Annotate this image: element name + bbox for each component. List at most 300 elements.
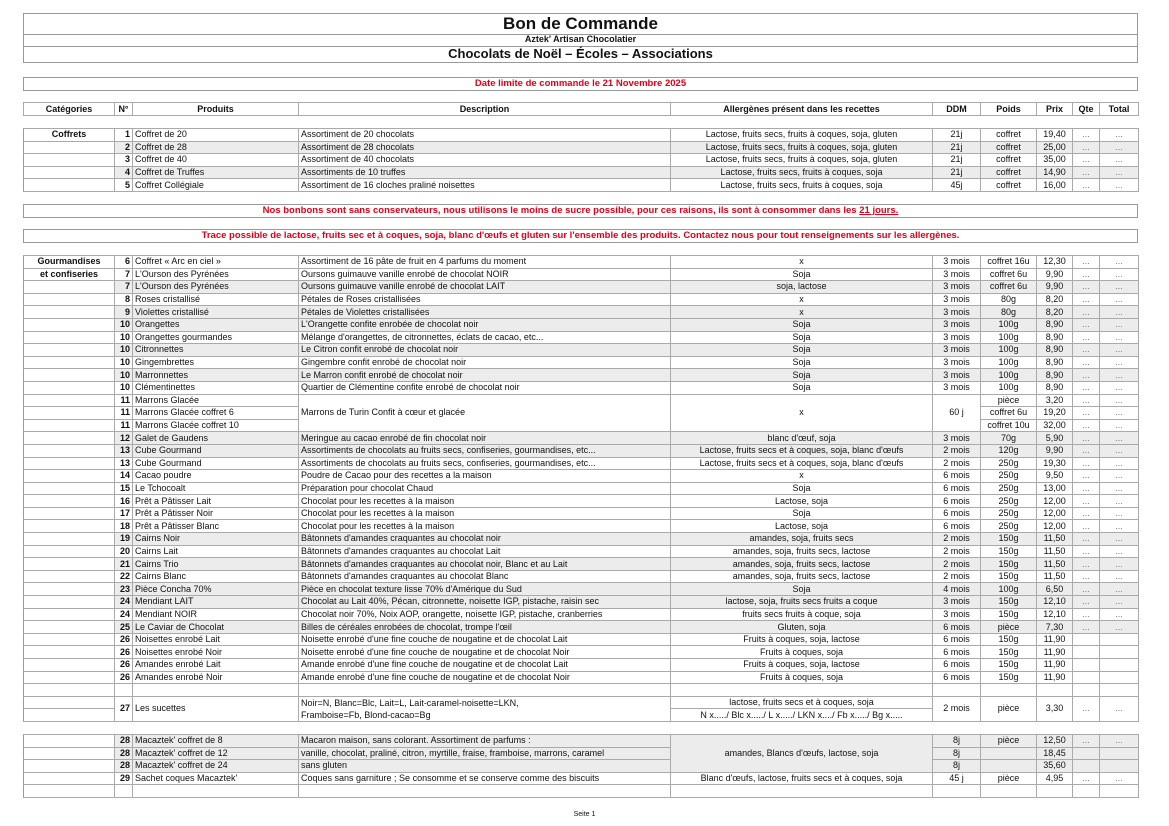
- cell-description: Amande enrobé d'une fine couche de nougatine et de chocolat Noir: [299, 671, 671, 684]
- cell-quantity-field[interactable]: ...: [1073, 558, 1100, 571]
- cell-product-number: 12: [115, 432, 133, 445]
- cell-quantity-field[interactable]: [1073, 747, 1100, 760]
- table-row: [24, 281, 1139, 294]
- cell-allergens: Soja: [671, 507, 933, 520]
- deadline-prefix: Date limite de commande le 21: [474, 78, 614, 89]
- cell-total-field[interactable]: ...: [1100, 154, 1139, 167]
- cell-total-field[interactable]: ...: [1100, 520, 1139, 533]
- header-quantity: Qte: [1073, 103, 1100, 116]
- cell-weight: coffret: [981, 129, 1037, 142]
- cell-best-before: 45j: [933, 179, 981, 192]
- header-ddm: DDM: [933, 103, 981, 116]
- cell-quantity-field[interactable]: ...: [1073, 281, 1100, 294]
- cell-price: 18,45: [1037, 747, 1073, 760]
- cell-description: Meringue au cacao enrobé de fin chocolat noir: [299, 432, 671, 445]
- table-row: [24, 785, 1139, 798]
- cell-best-before: 3 mois: [933, 293, 981, 306]
- cell-total-field[interactable]: ...: [1100, 470, 1139, 483]
- cell-best-before: 3 mois: [933, 281, 981, 294]
- cell-product-number: 10: [115, 331, 133, 344]
- cell-quantity-field[interactable]: ...: [1073, 344, 1100, 357]
- cell-product-number: 5: [115, 179, 133, 192]
- cell-price: 12,10: [1037, 596, 1073, 609]
- cell-weight: coffret: [981, 154, 1037, 167]
- cell-product-name: Le Caviar de Chocolat: [133, 621, 299, 634]
- cell-quantity-field[interactable]: [1073, 684, 1100, 697]
- cell-total-field[interactable]: ...: [1100, 381, 1139, 394]
- cell-product-name: Coffret Collégiale: [133, 179, 299, 192]
- cell-product-name: Cube Gourmand: [133, 457, 299, 470]
- cell-product-number: 17: [115, 507, 133, 520]
- cell-category: [24, 318, 115, 331]
- cell-total-field[interactable]: ...: [1100, 331, 1139, 344]
- cell-weight: [981, 760, 1037, 773]
- cell-total-field[interactable]: ...: [1100, 419, 1139, 432]
- cell-product-number: 6: [115, 256, 133, 269]
- cell-description: Marrons de Turin Confit à cœur et glacée: [299, 394, 671, 432]
- cell-total-field[interactable]: ...: [1100, 129, 1139, 142]
- cell-total-field[interactable]: ...: [1100, 166, 1139, 179]
- header-number: N°: [115, 103, 133, 116]
- cell-best-before: 2 mois: [933, 444, 981, 457]
- cell-allergens: Soja: [671, 583, 933, 596]
- cell-category: [24, 633, 115, 646]
- cell-quantity-field[interactable]: ...: [1073, 432, 1100, 445]
- cell-quantity-field[interactable]: ...: [1073, 419, 1100, 432]
- cell-weight: [981, 747, 1037, 760]
- cell-best-before: 3 mois: [933, 432, 981, 445]
- cell-weight: 100g: [981, 344, 1037, 357]
- cell-category: [24, 570, 115, 583]
- cell-best-before: 3 mois: [933, 331, 981, 344]
- cell-best-before: 8j: [933, 735, 981, 748]
- cell-category: [24, 369, 115, 382]
- cell-product-name: Cairns Trio: [133, 558, 299, 571]
- cell-quantity-field[interactable]: ...: [1073, 735, 1100, 748]
- table-row: [24, 608, 1139, 621]
- cell-quantity-field[interactable]: [1073, 659, 1100, 672]
- cell-category: [24, 659, 115, 672]
- cell-product-name: Les sucettes: [133, 696, 299, 721]
- cell-total-field[interactable]: ...: [1100, 444, 1139, 457]
- cell-quantity-field[interactable]: ...: [1073, 166, 1100, 179]
- cell-weight: 150g: [981, 596, 1037, 609]
- cell-weight: 100g: [981, 381, 1037, 394]
- cell-price: 14,90: [1037, 166, 1073, 179]
- cell-best-before: 6 mois: [933, 659, 981, 672]
- cell-product-name: [133, 785, 299, 798]
- cell-best-before: 3 mois: [933, 344, 981, 357]
- cell-allergens: lactose, soja, fruits secs fruits a coque: [671, 596, 933, 609]
- table-row: [24, 256, 1139, 269]
- cell-description: Assortiments de chocolats au fruits secs, confiseries, gourmandises, etc...: [299, 444, 671, 457]
- cell-quantity-field[interactable]: ...: [1073, 545, 1100, 558]
- cell-quantity-field[interactable]: ...: [1073, 596, 1100, 609]
- cell-total-field[interactable]: ...: [1100, 344, 1139, 357]
- cell-quantity-field[interactable]: ...: [1073, 533, 1100, 546]
- cell-best-before: 2 mois: [933, 558, 981, 571]
- cell-allergens: x: [671, 394, 933, 432]
- cell-category: [24, 419, 115, 432]
- cell-quantity-field[interactable]: ...: [1073, 608, 1100, 621]
- cell-best-before: 2 mois: [933, 545, 981, 558]
- cell-quantity-field[interactable]: ...: [1073, 306, 1100, 319]
- cell-weight: 120g: [981, 444, 1037, 457]
- cell-product-name: Noisettes enrobé Noir: [133, 646, 299, 659]
- cell-total-field[interactable]: ...: [1100, 407, 1139, 420]
- cell-description: Assortiment de 16 cloches praliné noisettes: [299, 179, 671, 192]
- cell-product-name: Orangettes gourmandes: [133, 331, 299, 344]
- cell-total-field[interactable]: ...: [1100, 306, 1139, 319]
- cell-quantity-field[interactable]: ...: [1073, 356, 1100, 369]
- cell-allergens: Lactose, fruits secs, fruits à coques, soja, gluten: [671, 141, 933, 154]
- cell-allergens: Soja: [671, 318, 933, 331]
- cell-weight: 80g: [981, 293, 1037, 306]
- cell-product-name: Prêt a Pâtisser Blanc: [133, 520, 299, 533]
- cell-quantity-field[interactable]: ...: [1073, 154, 1100, 167]
- cell-quantity-field[interactable]: ...: [1073, 457, 1100, 470]
- cell-total-field[interactable]: ...: [1100, 369, 1139, 382]
- cell-product-number: 4: [115, 166, 133, 179]
- cell-allergens: amandes, soja, fruits secs: [671, 533, 933, 546]
- cell-price: 8,90: [1037, 369, 1073, 382]
- cell-best-before: 21j: [933, 154, 981, 167]
- cell-product-number: 28: [115, 735, 133, 748]
- cell-allergens: Fruits à coques, soja: [671, 646, 933, 659]
- cell-description: Assortiments de chocolats au fruits secs, confiseries, gourmandises, etc...: [299, 457, 671, 470]
- cell-total-field[interactable]: ...: [1100, 256, 1139, 269]
- cell-description: Bâtonnets d'amandes craquantes au chocolat Blanc: [299, 570, 671, 583]
- cell-product-name: Macaztek' coffret de 24: [133, 760, 299, 773]
- table-row: [24, 671, 1139, 684]
- cell-allergens: Fruits à coques, soja, lactose: [671, 633, 933, 646]
- cell-allergens: x: [671, 256, 933, 269]
- cell-product-number: 23: [115, 583, 133, 596]
- table-row: [24, 457, 1139, 470]
- header-weight: Poids: [981, 103, 1037, 116]
- cell-price: 4,95: [1037, 772, 1073, 785]
- cell-product-number: 26: [115, 646, 133, 659]
- cell-allergens: lactose, fruits secs et à coques, soja: [671, 696, 933, 709]
- cell-product-number: 7: [115, 281, 133, 294]
- cell-product-name: Cairns Blanc: [133, 570, 299, 583]
- cell-category: [24, 344, 115, 357]
- cell-category: [24, 495, 115, 508]
- cell-total-field[interactable]: ...: [1100, 432, 1139, 445]
- cell-total-field[interactable]: ...: [1100, 507, 1139, 520]
- cell-price: 35,60: [1037, 760, 1073, 773]
- cell-quantity-field[interactable]: ...: [1073, 507, 1100, 520]
- cell-category: [24, 444, 115, 457]
- cell-category: [24, 141, 115, 154]
- header-allergens: Allergènes présent dans les recettes: [671, 103, 933, 116]
- cell-category: [24, 696, 115, 709]
- cell-description: [299, 684, 671, 697]
- cell-category: [24, 583, 115, 596]
- cell-quantity-field[interactable]: ...: [1073, 268, 1100, 281]
- cell-total-field[interactable]: [1100, 633, 1139, 646]
- cell-quantity-field[interactable]: ...: [1073, 381, 1100, 394]
- cell-best-before: 21j: [933, 166, 981, 179]
- cell-weight: coffret: [981, 141, 1037, 154]
- cell-price: 19,30: [1037, 457, 1073, 470]
- cell-category: [24, 154, 115, 167]
- cell-category: [24, 684, 115, 697]
- cell-price: 32,00: [1037, 419, 1073, 432]
- cell-allergens: Lactose, fruits secs, fruits à coques, soja, gluten: [671, 129, 933, 142]
- cell-description: Pièce en chocolat texture lisse 70% d'Amérique du Sud: [299, 583, 671, 596]
- cell-quantity-field[interactable]: ...: [1073, 495, 1100, 508]
- cell-product-name: Coffret de 28: [133, 141, 299, 154]
- cell-weight: 100g: [981, 318, 1037, 331]
- page-number: Seite 1: [573, 811, 596, 818]
- cell-weight: 150g: [981, 659, 1037, 672]
- cell-allergens: Lactose, fruits secs, fruits à coques, soja, gluten: [671, 154, 933, 167]
- cell-price: 6,50: [1037, 583, 1073, 596]
- table-row: [24, 735, 1139, 748]
- cell-allergens: [671, 785, 933, 798]
- cell-price: 12,00: [1037, 507, 1073, 520]
- cell-total-field[interactable]: ...: [1100, 141, 1139, 154]
- table-row: [24, 596, 1139, 609]
- cell-allergens: Lactose, fruits secs, fruits à coques, soja: [671, 166, 933, 179]
- cell-product-name: Orangettes: [133, 318, 299, 331]
- cell-total-field[interactable]: ...: [1100, 482, 1139, 495]
- cell-product-name: Marrons Glacée coffret 6: [133, 407, 299, 420]
- table-row: [24, 507, 1139, 520]
- cell-price: 11,90: [1037, 671, 1073, 684]
- header-total: Total: [1100, 103, 1139, 116]
- cell-description: Quartier de Clémentine confite enrobé de chocolat noir: [299, 381, 671, 394]
- cell-quantity-field[interactable]: ...: [1073, 394, 1100, 407]
- table-row: [24, 293, 1139, 306]
- cell-quantity-field[interactable]: ...: [1073, 570, 1100, 583]
- cell-quantity-field[interactable]: ...: [1073, 331, 1100, 344]
- cell-total-field[interactable]: ...: [1100, 621, 1139, 634]
- cell-category: [24, 166, 115, 179]
- cell-category: [24, 533, 115, 546]
- cell-allergens: Lactose, fruits secs et à coques, soja, blanc d'œufs: [671, 457, 933, 470]
- cell-price: 8,20: [1037, 293, 1073, 306]
- cell-quantity-field[interactable]: ...: [1073, 520, 1100, 533]
- table-row: [24, 166, 1139, 179]
- cell-best-before: 3 mois: [933, 318, 981, 331]
- cell-weight: coffret 16u: [981, 256, 1037, 269]
- cell-best-before: 6 mois: [933, 482, 981, 495]
- cell-weight: 250g: [981, 507, 1037, 520]
- cell-total-field[interactable]: [1100, 760, 1139, 773]
- cell-description: Coques sans garniture ; Se consomme et se conserve comme des biscuits: [299, 772, 671, 785]
- cell-price: 11,50: [1037, 533, 1073, 546]
- cell-total-field[interactable]: ...: [1100, 696, 1139, 721]
- cell-product-name: Coffret de 20: [133, 129, 299, 142]
- cell-price: 11,90: [1037, 646, 1073, 659]
- cell-quantity-field[interactable]: ...: [1073, 141, 1100, 154]
- cell-total-field[interactable]: ...: [1100, 735, 1139, 748]
- cell-weight: 150g: [981, 570, 1037, 583]
- cell-product-name: Citronnettes: [133, 344, 299, 357]
- cell-quantity-field[interactable]: [1073, 646, 1100, 659]
- cell-total-field[interactable]: ...: [1100, 558, 1139, 571]
- cell-product-name: Pièce Concha 70%: [133, 583, 299, 596]
- cell-quantity-field[interactable]: ...: [1073, 369, 1100, 382]
- column-headers: [23, 102, 1139, 116]
- cell-allergens: Gluten, soja: [671, 621, 933, 634]
- cell-total-field[interactable]: [1100, 747, 1139, 760]
- cell-quantity-field[interactable]: ...: [1073, 696, 1100, 721]
- cell-allergens: soja, lactose: [671, 281, 933, 294]
- cell-best-before: 3 mois: [933, 369, 981, 382]
- cell-quantity-field[interactable]: [1073, 633, 1100, 646]
- cell-quantity-field[interactable]: ...: [1073, 621, 1100, 634]
- cell-quantity-field[interactable]: ...: [1073, 179, 1100, 192]
- cell-best-before: 6 mois: [933, 633, 981, 646]
- cell-weight: 150g: [981, 633, 1037, 646]
- cell-total-field[interactable]: ...: [1100, 318, 1139, 331]
- cell-category: [24, 520, 115, 533]
- cell-product-name: Cairns Lait: [133, 545, 299, 558]
- cell-allergens: x: [671, 293, 933, 306]
- cell-best-before: 6 mois: [933, 470, 981, 483]
- cell-description: Assortiment de 40 chocolats: [299, 154, 671, 167]
- cell-price: 12,00: [1037, 520, 1073, 533]
- cell-quantity-field[interactable]: ...: [1073, 407, 1100, 420]
- cell-product-number: 10: [115, 344, 133, 357]
- table-row: [24, 356, 1139, 369]
- cell-category: [24, 293, 115, 306]
- cell-price: 13,00: [1037, 482, 1073, 495]
- cell-product-name: Macaztek' coffret de 12: [133, 747, 299, 760]
- cell-quantity-field[interactable]: ...: [1073, 293, 1100, 306]
- cell-quantity-field[interactable]: ...: [1073, 318, 1100, 331]
- cell-description: Chocolat au Lait 40%, Pécan, citronnette, noisette IGP, pistache, raisin sec: [299, 596, 671, 609]
- cell-description: [299, 785, 671, 798]
- cell-price: 8,90: [1037, 331, 1073, 344]
- cell-quantity-field[interactable]: [1073, 785, 1100, 798]
- cell-product-name: Prêt a Pâtisser Noir: [133, 507, 299, 520]
- cell-product-name: Roses cristallisé: [133, 293, 299, 306]
- cell-quantity-field[interactable]: [1073, 671, 1100, 684]
- cell-product-name: Marrons Glacée coffret 10: [133, 419, 299, 432]
- cell-total-field[interactable]: ...: [1100, 268, 1139, 281]
- cell-best-before: 3 mois: [933, 256, 981, 269]
- cell-quantity-field[interactable]: ...: [1073, 772, 1100, 785]
- cell-product-name: Clémentinettes: [133, 381, 299, 394]
- cell-total-field[interactable]: ...: [1100, 583, 1139, 596]
- cell-total-field[interactable]: [1100, 659, 1139, 672]
- cell-product-number: [115, 785, 133, 798]
- cell-total-field[interactable]: ...: [1100, 533, 1139, 546]
- cell-description: Bâtonnets d'amandes craquantes au chocolat noir: [299, 533, 671, 546]
- cell-price: 8,90: [1037, 318, 1073, 331]
- cell-quantity-field[interactable]: ...: [1073, 583, 1100, 596]
- cell-total-field[interactable]: [1100, 646, 1139, 659]
- cell-product-name: L'Ourson des Pyrénées: [133, 268, 299, 281]
- cell-category: [24, 470, 115, 483]
- cell-category: Coffrets: [24, 129, 115, 142]
- cell-product-name: Gingembrettes: [133, 356, 299, 369]
- cell-total-field[interactable]: [1100, 671, 1139, 684]
- table-row: [24, 633, 1139, 646]
- cell-price: 3,20: [1037, 394, 1073, 407]
- cell-category: [24, 558, 115, 571]
- cell-total-field[interactable]: ...: [1100, 545, 1139, 558]
- cell-quantity-field[interactable]: ...: [1073, 444, 1100, 457]
- cell-product-number: 25: [115, 621, 133, 634]
- cell-quantity-field[interactable]: [1073, 760, 1100, 773]
- cell-product-name: Cacao poudre: [133, 470, 299, 483]
- cell-quantity-field[interactable]: ...: [1073, 129, 1100, 142]
- cell-price: 12,10: [1037, 608, 1073, 621]
- cell-product-name: Marrons Glacée: [133, 394, 299, 407]
- cell-quantity-field[interactable]: ...: [1073, 482, 1100, 495]
- cell-allergens: Lactose, soja: [671, 520, 933, 533]
- cell-description: Poudre de Cacao pour des recettes a la maison: [299, 470, 671, 483]
- cell-price: 3,30: [1037, 696, 1073, 721]
- cell-quantity-field[interactable]: ...: [1073, 256, 1100, 269]
- table-row: [24, 394, 1139, 407]
- deadline-date: Novembre 2025: [615, 78, 687, 89]
- cell-total-field[interactable]: ...: [1100, 356, 1139, 369]
- cell-total-field[interactable]: [1100, 684, 1139, 697]
- cell-price: 7,30: [1037, 621, 1073, 634]
- cell-description: Chocolat pour les recettes à la maison: [299, 520, 671, 533]
- cell-allergens: Soja: [671, 344, 933, 357]
- cell-product-number: 22: [115, 570, 133, 583]
- cell-category: et confiseries: [24, 268, 115, 281]
- cell-total-field[interactable]: [1100, 785, 1139, 798]
- cell-total-field[interactable]: ...: [1100, 596, 1139, 609]
- cell-total-field[interactable]: ...: [1100, 772, 1139, 785]
- cell-category: [24, 381, 115, 394]
- cell-category: [24, 646, 115, 659]
- cell-description: Gingembre confit enrobé de chocolat noir: [299, 356, 671, 369]
- cell-total-field[interactable]: ...: [1100, 570, 1139, 583]
- cell-product-name: Violettes cristallisé: [133, 306, 299, 319]
- cell-total-field[interactable]: ...: [1100, 293, 1139, 306]
- cell-price: 11,50: [1037, 558, 1073, 571]
- bonbons-note-text: Nos bonbons sont sans conservateurs, nous utilisons le moins de sucre possible, pour ces raisons, ils sont à consommer dans les: [262, 205, 860, 216]
- cell-quantity-field[interactable]: ...: [1073, 470, 1100, 483]
- cell-description: Assortiment de 16 pâte de fruit en 4 parfums du moment: [299, 256, 671, 269]
- cell-category: [24, 394, 115, 407]
- cell-total-field[interactable]: ...: [1100, 179, 1139, 192]
- cell-allergens: Soja: [671, 268, 933, 281]
- cell-weight: pièce: [981, 621, 1037, 634]
- cell-best-before: 6 mois: [933, 621, 981, 634]
- cell-product-number: 10: [115, 356, 133, 369]
- cell-allergens: Lactose, soja: [671, 495, 933, 508]
- cell-total-field[interactable]: ...: [1100, 281, 1139, 294]
- cell-description: Préparation pour chocolat Chaud: [299, 482, 671, 495]
- cell-total-field[interactable]: ...: [1100, 394, 1139, 407]
- cell-price: 19,20: [1037, 407, 1073, 420]
- cell-total-field[interactable]: ...: [1100, 457, 1139, 470]
- cell-weight: coffret 10u: [981, 419, 1037, 432]
- cell-total-field[interactable]: ...: [1100, 608, 1139, 621]
- cell-product-name: Amandes enrobé Noir: [133, 671, 299, 684]
- cell-category: [24, 331, 115, 344]
- table-row: [24, 444, 1139, 457]
- cell-weight: 250g: [981, 520, 1037, 533]
- table-row: [24, 684, 1139, 697]
- cell-total-field[interactable]: ...: [1100, 495, 1139, 508]
- cell-description: Macaron maison, sans colorant. Assortiment de parfums :: [299, 735, 671, 748]
- table-row: [24, 495, 1139, 508]
- table-row: [24, 306, 1139, 319]
- cell-allergens: blanc d'œuf, soja: [671, 432, 933, 445]
- table-row: [24, 381, 1139, 394]
